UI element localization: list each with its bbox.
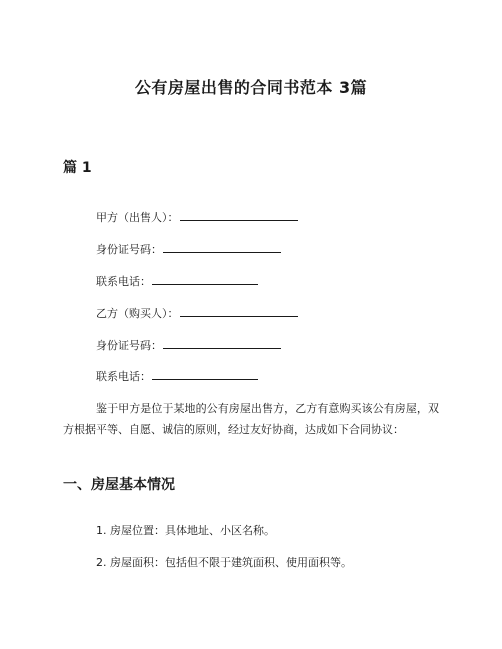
seller-line xyxy=(96,208,298,227)
buyer-phone-label: 联系电话： xyxy=(96,370,151,383)
clause-1-heading: 一、房屋基本情况 xyxy=(63,477,175,493)
seller-blank xyxy=(180,208,298,221)
buyer-blank xyxy=(180,304,298,317)
seller-id-line xyxy=(96,240,281,259)
buyer-phone-blank xyxy=(152,367,258,380)
seller-phone-line xyxy=(96,272,258,291)
document-title: 公有房屋出售的合同书范本 3篇 xyxy=(134,78,368,97)
seller-id-label: 身份证号码： xyxy=(96,243,162,256)
buyer-phone-line xyxy=(96,367,258,386)
buyer-id-blank xyxy=(163,336,281,349)
seller-phone-label: 联系电话： xyxy=(96,275,151,288)
seller-phone-blank xyxy=(152,272,258,285)
buyer-id-line xyxy=(96,336,281,355)
buyer-label: 乙方（购买人）： xyxy=(96,307,179,320)
clause-1-item: 2. 房屋面积：包括但不限于建筑面积、使用面积等。 xyxy=(96,556,352,569)
seller-label: 甲方（出售人）： xyxy=(96,211,179,224)
intro-paragraph: 鉴于甲方是位于某地的公有房屋出售方，乙方有意购买该公有房屋，双方根据平等、自愿、诚信的原则，经过友好协商，达成如下合同协议： xyxy=(63,402,439,436)
clause-1-item: 1. 房屋位置：具体地址、小区名称。 xyxy=(96,524,275,537)
buyer-line xyxy=(96,304,298,323)
seller-id-blank xyxy=(163,240,281,253)
buyer-id-label: 身份证号码： xyxy=(96,339,162,352)
section-heading-1: 篇 1 xyxy=(63,160,92,176)
